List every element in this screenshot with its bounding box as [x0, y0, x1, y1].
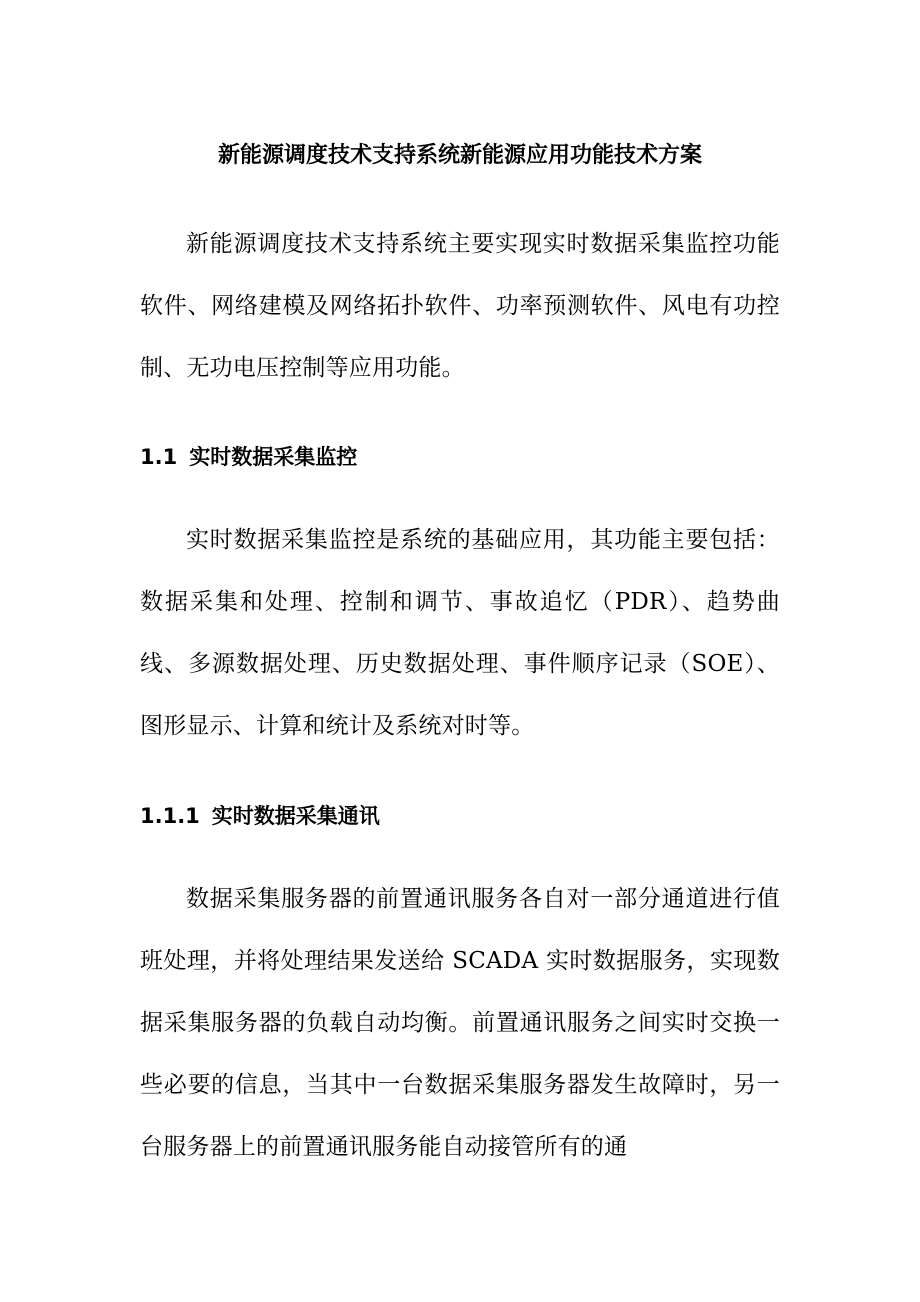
section-1-1-paragraph: 实时数据采集监控是系统的基础应用，其功能主要包括：数据采集和处理、控制和调节、事故追忆（PDR）、趋势曲线、多源数据处理、历史数据处理、事件顺序记录（SOE）、图形显示、计算和统计及系统对时等。: [140, 527, 780, 739]
subsection-number: 1.1.1: [140, 804, 200, 828]
intro-paragraph: 新能源调度技术支持系统主要实现实时数据采集监控功能软件、网络建模及网络拓扑软件、功率预测软件、风电有功控制、无功电压控制等应用功能。: [140, 231, 780, 381]
section-1-1-1-paragraph: 数据采集服务器的前置通讯服务各自对一部分通道进行值班处理，并将处理结果发送给 SCADA 实时数据服务，实现数据采集服务器的负载自动均衡。前置通讯服务之间实时交换一些必要的信息，当其中一台数据采集服务器发生故障时，另一台服务器上的前置通讯服务能自动接管所有的通: [140, 886, 780, 1160]
document-title: 新能源调度技术支持系统新能源应用功能技术方案: [217, 143, 702, 168]
section-title: 实时数据采集监控: [189, 445, 358, 469]
subsection-title: 实时数据采集通讯: [211, 804, 380, 828]
section-number: 1.1: [140, 445, 178, 469]
section-heading-1-1-1: [140, 800, 780, 832]
section-heading-1-1: [140, 441, 780, 473]
